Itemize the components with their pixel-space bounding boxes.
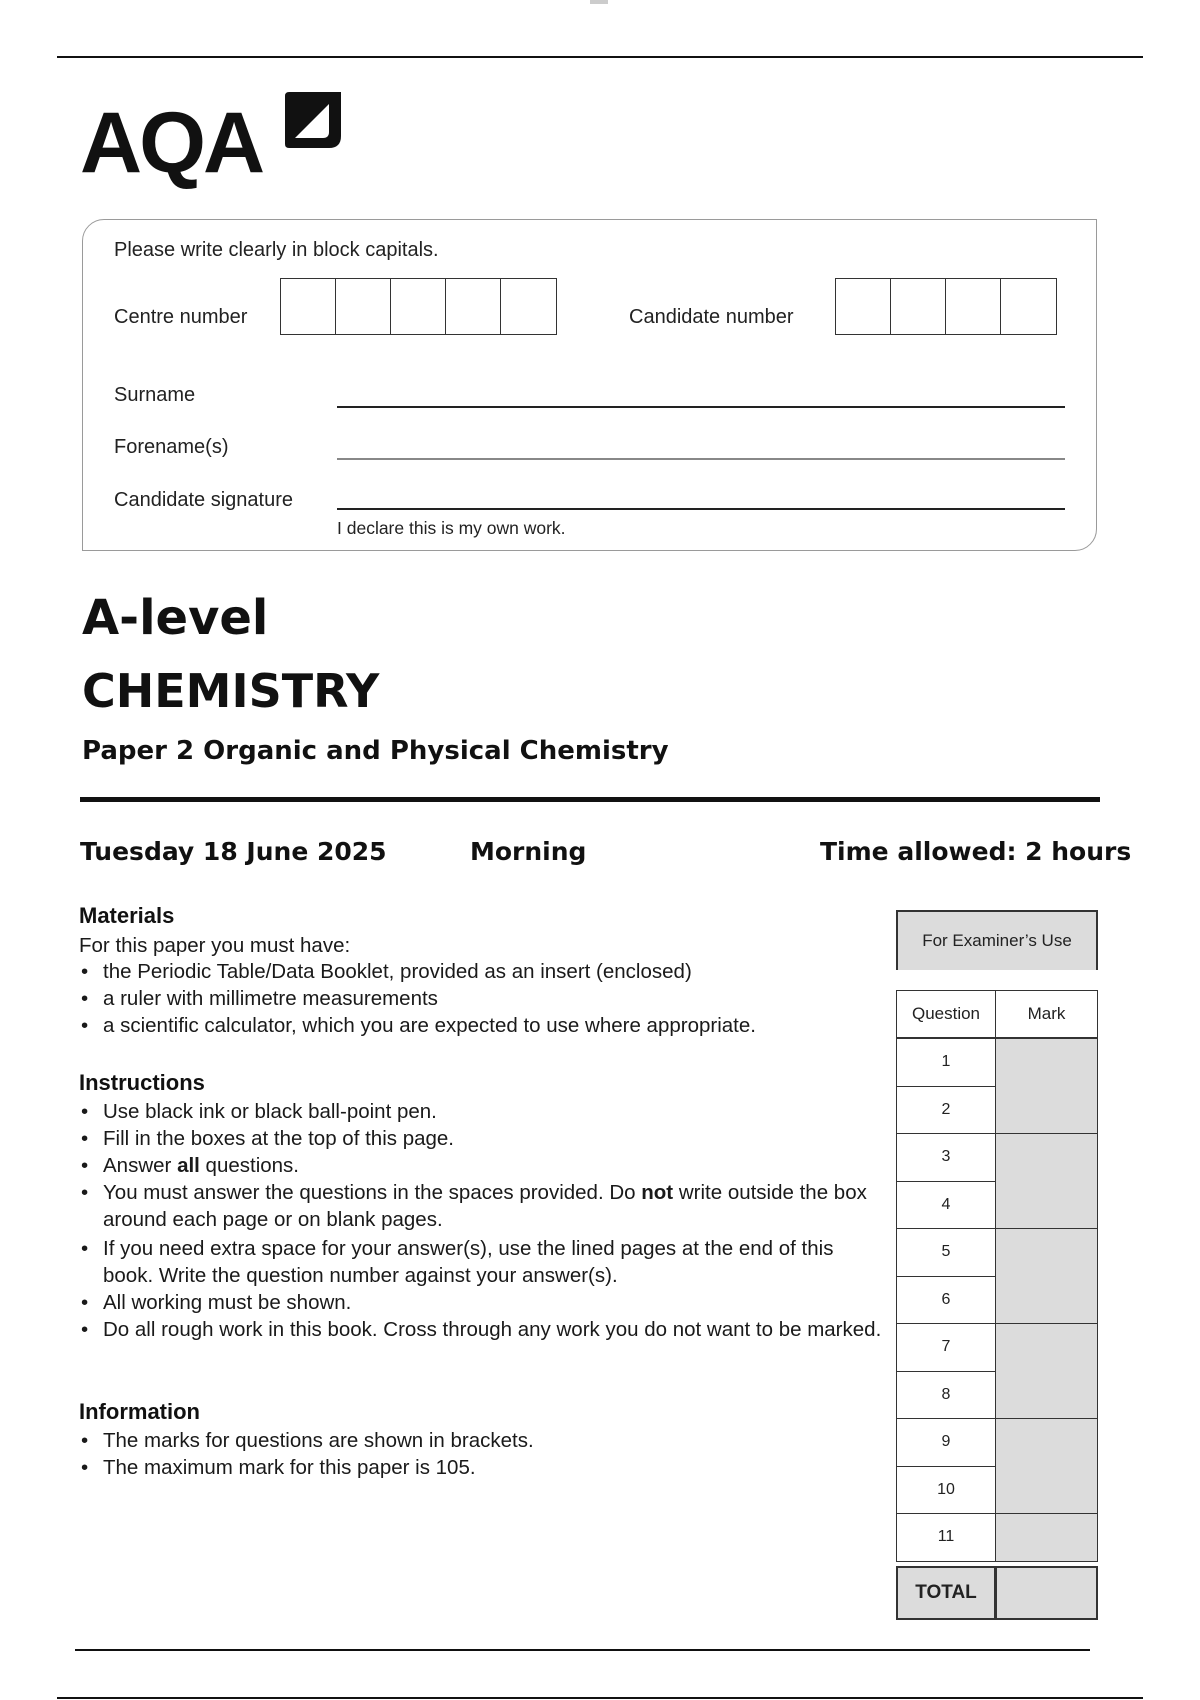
surname-field[interactable] — [337, 406, 1065, 408]
time-allowed: Time allowed: 2 hours — [820, 837, 1132, 866]
candidate-number-cell[interactable] — [946, 279, 1001, 334]
materials-heading: Materials — [79, 903, 175, 928]
aqa-logo-text: AQA — [80, 95, 263, 191]
forename-field[interactable] — [337, 458, 1065, 460]
exam-date: Tuesday 18 June 2025 — [80, 837, 387, 866]
candidate-number-label: Candidate number — [629, 306, 794, 328]
footer-rule — [75, 1649, 1090, 1651]
centre-number-cell[interactable] — [391, 279, 446, 334]
instructions-item: • You must answer the questions in the spaces provided. Do not write outside the box around each page or on blank pages. — [81, 1181, 867, 1231]
materials-item: • a scientific calculator, which you are expected to use where appropriate. — [81, 1014, 756, 1037]
question-number-cell: 2 — [896, 1086, 996, 1135]
mark-cell[interactable] — [995, 1133, 1098, 1229]
centre-number-cell[interactable] — [336, 279, 391, 334]
title-rule — [80, 797, 1100, 802]
paper-title: Paper 2 Organic and Physical Chemistry — [82, 736, 669, 766]
information-item: • The maximum mark for this paper is 105. — [81, 1456, 476, 1479]
aqa-logo-mark-icon — [285, 92, 341, 148]
aqa-logo — [80, 90, 350, 190]
surname-label: Surname — [114, 384, 196, 406]
candidate-number-cell[interactable] — [836, 279, 891, 334]
instructions-heading: Instructions — [79, 1070, 205, 1095]
centre-number-cell[interactable] — [446, 279, 501, 334]
centre-number-cell[interactable] — [281, 279, 336, 334]
instructions-item: • Do all rough work in this book. Cross through any work you do not want to be marked. — [81, 1318, 882, 1341]
question-number-cell: 7 — [896, 1323, 996, 1372]
candidate-number-cell[interactable] — [891, 279, 946, 334]
question-column-header: Question — [896, 990, 996, 1038]
question-number-cell: 5 — [896, 1228, 996, 1277]
total-mark-cell[interactable] — [995, 1566, 1098, 1620]
subject-title: CHEMISTRY — [82, 664, 380, 718]
mark-column-header: Mark — [995, 990, 1098, 1038]
mark-cell[interactable] — [995, 1323, 1098, 1419]
question-number-cell: 9 — [896, 1418, 996, 1467]
materials-item: • a ruler with millimetre measurements — [81, 987, 438, 1010]
instructions-item: • Use black ink or black ball-point pen. — [81, 1100, 437, 1123]
question-number-cell: 3 — [896, 1133, 996, 1182]
examiner-use-heading: For Examiner’s Use — [896, 910, 1098, 970]
question-number-cell: 6 — [896, 1276, 996, 1325]
instructions-item: • Fill in the boxes at the top of this page. — [81, 1127, 454, 1150]
signature-field[interactable] — [337, 508, 1065, 510]
candidate-number-boxes[interactable] — [835, 278, 1057, 335]
forename-label: Forename(s) — [114, 436, 229, 458]
materials-item: • the Periodic Table/Data Booklet, provided as an insert (enclosed) — [81, 960, 692, 983]
exam-session: Morning — [470, 837, 587, 866]
instructions-item: • Answer all questions. — [81, 1154, 300, 1177]
question-number-cell: 10 — [896, 1466, 996, 1515]
top-mark — [590, 0, 608, 4]
signature-label: Candidate signature — [114, 489, 294, 511]
materials-intro: For this paper you must have: — [79, 934, 351, 957]
total-label: TOTAL — [896, 1566, 996, 1620]
mark-cell[interactable] — [995, 1513, 1098, 1562]
top-rule — [57, 56, 1143, 58]
question-number-cell: 1 — [896, 1038, 996, 1087]
centre-number-boxes[interactable] — [280, 278, 557, 335]
instructions-item: • If you need extra space for your answer(s), use the lined pages at the end of this book. Write the question number against your answer(s). — [81, 1237, 834, 1287]
declaration-text: I declare this is my own work. — [337, 518, 566, 538]
centre-number-label: Centre number — [114, 306, 248, 328]
question-number-cell: 8 — [896, 1371, 996, 1420]
level-title: A-level — [82, 590, 269, 646]
question-number-cell: 11 — [896, 1513, 996, 1562]
block-capitals-instruction: Please write clearly in block capitals. — [114, 239, 439, 261]
information-heading: Information — [79, 1399, 200, 1424]
mark-cell[interactable] — [995, 1038, 1098, 1134]
information-item: • The marks for questions are shown in brackets. — [81, 1429, 534, 1452]
instructions-item: • All working must be shown. — [81, 1291, 352, 1314]
centre-number-cell[interactable] — [501, 279, 556, 334]
bottom-rule — [57, 1697, 1143, 1699]
mark-cell[interactable] — [995, 1418, 1098, 1514]
question-number-cell: 4 — [896, 1181, 996, 1230]
candidate-number-cell[interactable] — [1001, 279, 1056, 334]
mark-cell[interactable] — [995, 1228, 1098, 1324]
